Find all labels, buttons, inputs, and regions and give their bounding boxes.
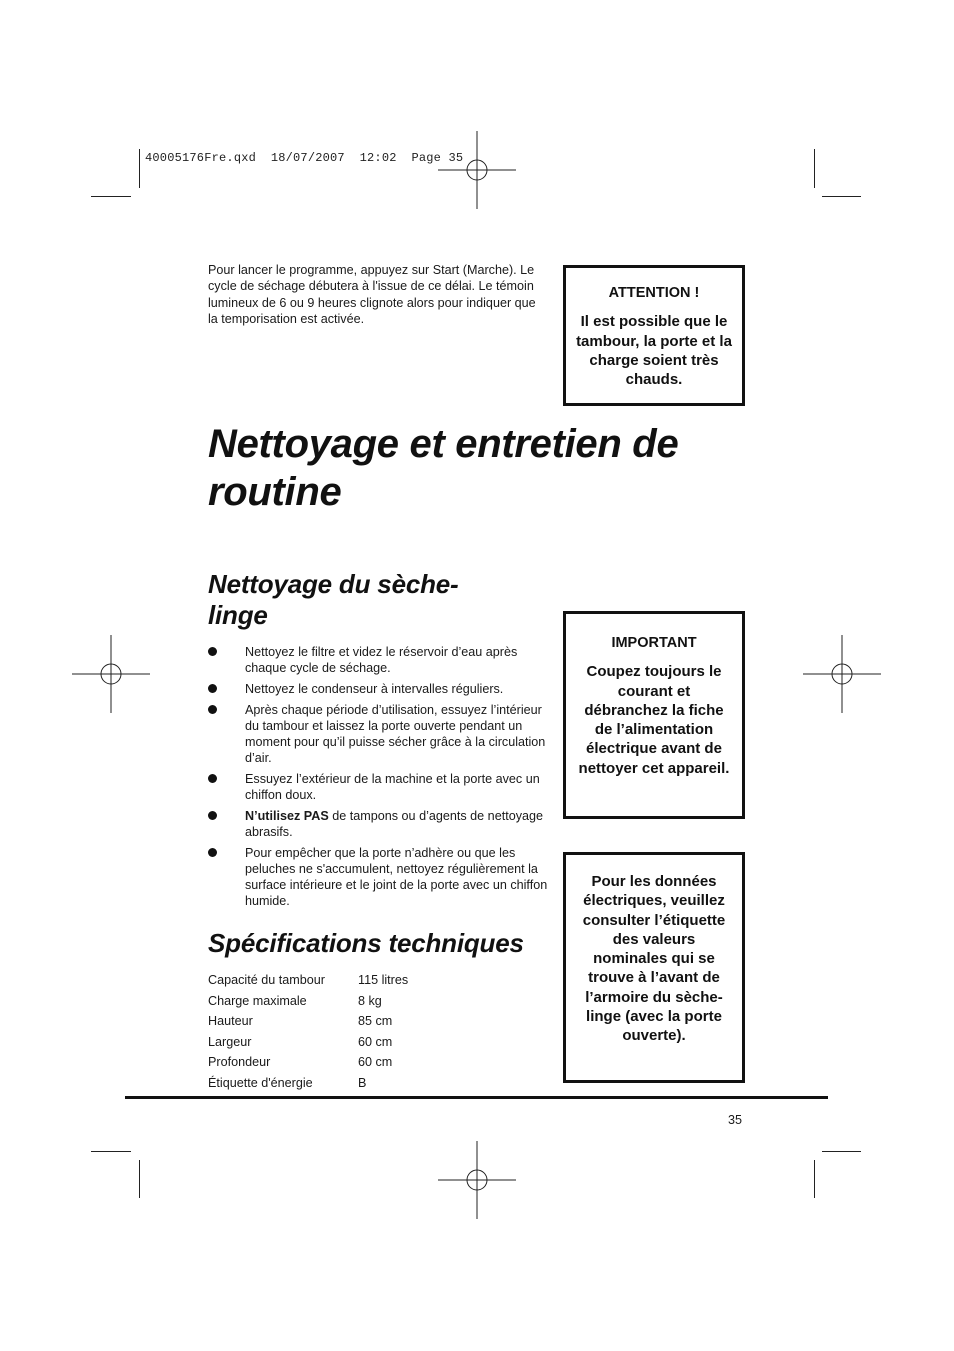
page-title: Nettoyage et entretien de routine bbox=[208, 422, 679, 514]
important-box bbox=[563, 611, 745, 819]
crop-mark-top-left-horizontal bbox=[91, 196, 131, 197]
electrical-data-box bbox=[563, 852, 745, 1083]
table-row bbox=[208, 970, 408, 991]
footer-rule bbox=[125, 1096, 828, 1099]
list-item: N’utilisez PAS de tampons ou d’agents de nettoyage abrasifs. bbox=[208, 808, 553, 840]
spec-value: 115 litres bbox=[358, 973, 409, 987]
attention-heading: ATTENTION ! bbox=[608, 285, 700, 301]
crop-mark-bottom-right-vertical bbox=[814, 1160, 815, 1198]
page-number: 35 bbox=[728, 1113, 743, 1127]
bullet-icon bbox=[208, 647, 217, 656]
electrical-data-body: Pour les données électriques, veuillez consulter l’étiquette des valeurs nominales qui se trouve à l’avant de l’armoire du sèche-linge (avec la porte ouverte). bbox=[582, 873, 726, 1045]
important-body: Coupez toujours le courant et débranchez la fiche de l’alimentation électrique avant de nettoyer cet appareil. bbox=[578, 663, 730, 777]
specs-section-heading: Spécifications techniques bbox=[208, 928, 524, 958]
crop-mark-bottom-right-horizontal bbox=[822, 1151, 861, 1152]
crop-mark-top-left-vertical bbox=[139, 149, 140, 188]
list-item: Nettoyez le condenseur à intervalles réguliers. bbox=[208, 681, 553, 697]
table-row bbox=[208, 991, 408, 1012]
registration-mark-left-icon bbox=[72, 635, 150, 713]
spec-label: Charge maximale bbox=[208, 993, 307, 1008]
cleaning-section-heading: Nettoyage du sèche-linge bbox=[208, 569, 459, 630]
bullet-icon bbox=[208, 774, 217, 783]
spec-label: Profondeur bbox=[208, 1055, 271, 1070]
spec-label: Largeur bbox=[208, 1034, 252, 1049]
crop-mark-bottom-left-vertical bbox=[139, 1160, 140, 1198]
list-item: Nettoyez le filtre et videz le réservoir d’eau après chaque cycle de séchage. bbox=[208, 644, 553, 676]
bullet-icon bbox=[208, 848, 217, 857]
attention-body: Il est possible que le tambour, la porte et la charge soient très chauds. bbox=[576, 313, 732, 389]
specs-table bbox=[208, 970, 408, 1094]
bullet-icon bbox=[208, 684, 217, 693]
list-item: Essuyez l’extérieur de la machine et la porte avec un chiffon doux. bbox=[208, 771, 553, 803]
spec-value: B bbox=[358, 1075, 367, 1090]
spec-value: 60 cm bbox=[358, 1034, 393, 1049]
crop-mark-bottom-left-horizontal bbox=[91, 1151, 131, 1152]
registration-mark-right-icon bbox=[803, 635, 881, 713]
crop-mark-top-right-vertical bbox=[814, 149, 815, 188]
table-row bbox=[208, 1052, 408, 1073]
table-row bbox=[208, 1011, 408, 1032]
table-row bbox=[208, 1073, 408, 1094]
spec-label: Étiquette d'énergie bbox=[208, 1075, 313, 1090]
spec-value: 85 cm bbox=[358, 1014, 393, 1029]
print-slug: 40005176Fre.qxd 18/07/2007 12:02 Page 35 bbox=[145, 151, 464, 165]
list-item: Après chaque période d’utilisation, essuyez l’intérieur du tambour et laissez la porte ouverte pendant un moment pour qu’il puisse sécher grâce à la circulation d’air. bbox=[208, 702, 553, 767]
spec-label: Hauteur bbox=[208, 1014, 253, 1029]
bullet-icon bbox=[208, 705, 217, 714]
spec-value: 60 cm bbox=[358, 1055, 393, 1070]
spec-label: Capacité du tambour bbox=[208, 973, 325, 987]
list-item: Pour empêcher que la porte n’adhère ou que les peluches ne s'accumulent, nettoyez régulièrement la surface intérieure et le joint de la porte avec un chiffon humide. bbox=[208, 845, 553, 910]
registration-mark-top-icon bbox=[438, 131, 516, 209]
registration-mark-bottom-icon bbox=[438, 1141, 516, 1219]
spec-value: 8 kg bbox=[358, 993, 382, 1008]
important-heading: IMPORTANT bbox=[611, 635, 697, 651]
intro-paragraph: Pour lancer le programme, appuyez sur Start (Marche). Le cycle de séchage débutera à l'issue de ce délai. Le témoin lumineux de 6 ou 9 heures clignote alors pour indiquer que la temporisation est activée. bbox=[208, 263, 536, 326]
table-row bbox=[208, 1032, 408, 1053]
attention-box bbox=[563, 265, 745, 406]
crop-mark-top-right-horizontal bbox=[822, 196, 861, 197]
bullet-icon bbox=[208, 811, 217, 820]
cleaning-bullet-list bbox=[208, 644, 553, 914]
